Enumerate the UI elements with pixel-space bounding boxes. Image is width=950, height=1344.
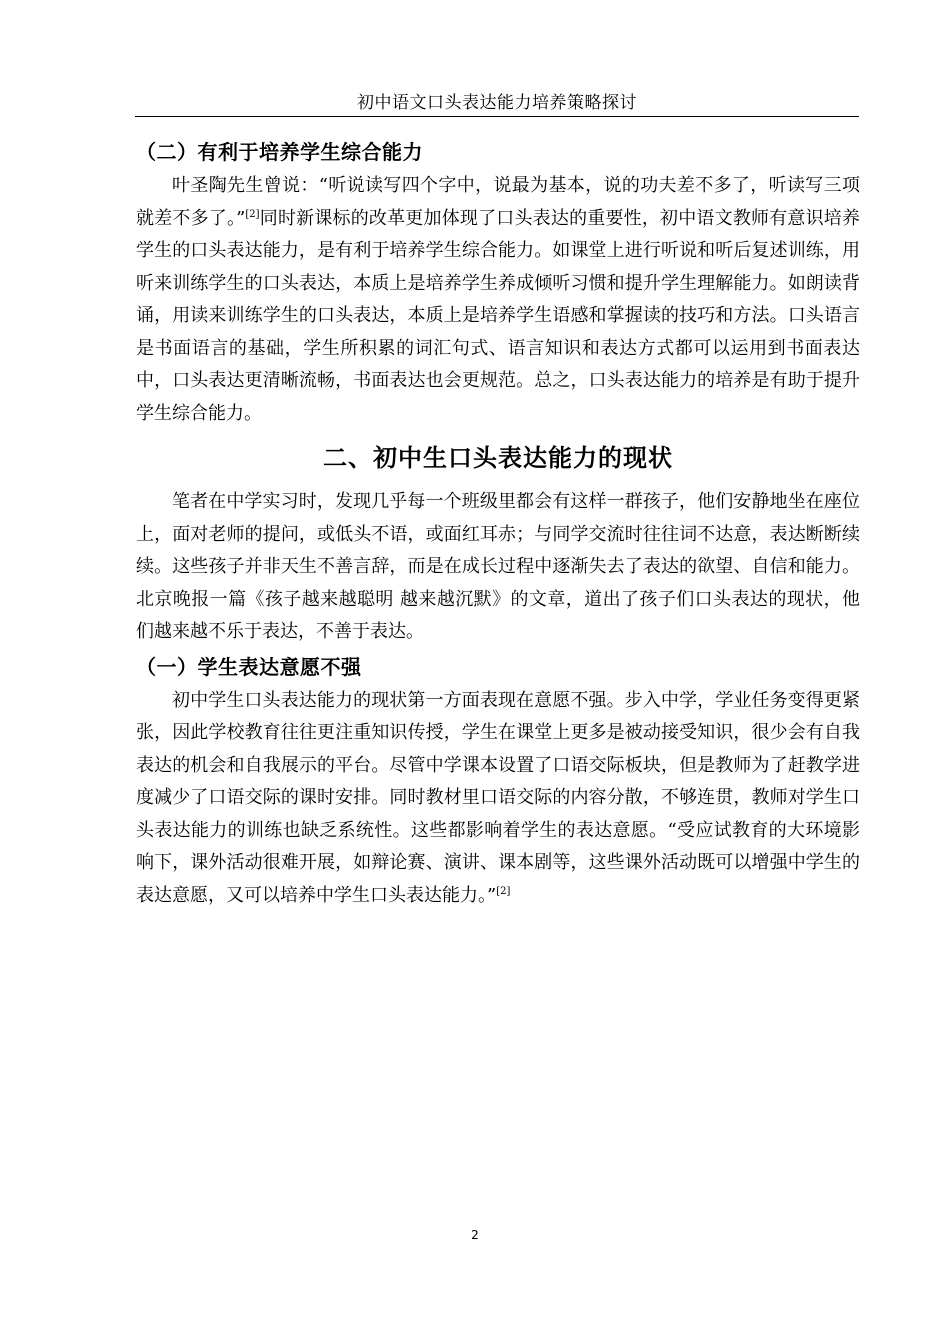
paragraph-weak-willingness <box>136 685 860 913</box>
paragraph-current-status: 笔者在中学实习时，发现几乎每一个班级里都会有这样一群孩子，他们安静地坐在座位上，面对老师的提问，或低头不语，或面红耳赤；与同学交流时往往词不达意，表达断断续续。这些孩子并非天生不善言辞，而是在成长过程中逐渐失去了表达的欲望、自信和能力。北京晚报一篇《孩子越来越聪明 越来越沉默》的文章，道出了孩子们口头表达的现状，他们越来越不乐于表达，不善于表达。 <box>136 491 860 642</box>
paragraph-text: 初中学生口头表达能力的现状第一方面表现在意愿不强。步入中学，学业任务变得更紧张，因此学校教育往往更注重知识传授，学生在课堂上更多是被动接受知识，很少会有自我表达的机会和自我展示的平台。尽管中学课本设置了口语交际板块，但是教师为了赶教学进度减少了口语交际的课时安排。同时教材里口语交际的内容分散，不够连贯，教师对学生口头表达能力的训练也缺乏系统性。这些都影响着学生的表达意愿。“受应试教育的大环境影响下，课外活动很难开展，如辩论赛、演讲、课本剧等，这些课外活动既可以增强中学生的表达意愿，又可以培养中学生口头表达能力。” <box>136 689 860 906</box>
section-heading-current-status: 二、初中生口头表达能力的现状 <box>323 444 673 472</box>
citation-marker: [2] <box>496 885 511 897</box>
subsection-heading-comprehensive-ability: （二）有利于培养学生综合能力 <box>136 140 423 164</box>
page-number: 2 <box>471 1228 479 1242</box>
citation-marker: [2] <box>245 208 260 220</box>
page-body <box>136 130 860 912</box>
header-divider <box>135 116 859 117</box>
subsection-heading-weak-willingness: （一）学生表达意愿不强 <box>136 654 362 679</box>
paragraph-text: 叶圣陶先生曾说：“听说读写四个字中，说最为基本，说的功夫差不多了，听读写三项就差不多了。” <box>136 175 860 229</box>
paragraph-text: 同时新课标的改革更加体现了口头表达的重要性，初中语文教师有意识培养学生的口头表达能力，是有利于培养学生综合能力。如课堂上进行听说和听后复述训练，用听来训练学生的口头表达，本质上是培养学生养成倾听习惯和提升学生理解能力。如朗读背诵，用读来训练学生的口头表达，本质上是培养学生语感和掌握读的技巧和方法。口头语言是书面语言的基础，学生所积累的词汇句式、语言知识和表达方式都可以运用到书面表达中，口头表达更清晰流畅，书面表达也会更规范。总之，口头表达能力的培养是有助于提升学生综合能力。 <box>136 207 860 424</box>
running-header: 初中语文口头表达能力培养策略探讨 <box>357 93 637 113</box>
paragraph-comprehensive-ability <box>136 170 860 430</box>
